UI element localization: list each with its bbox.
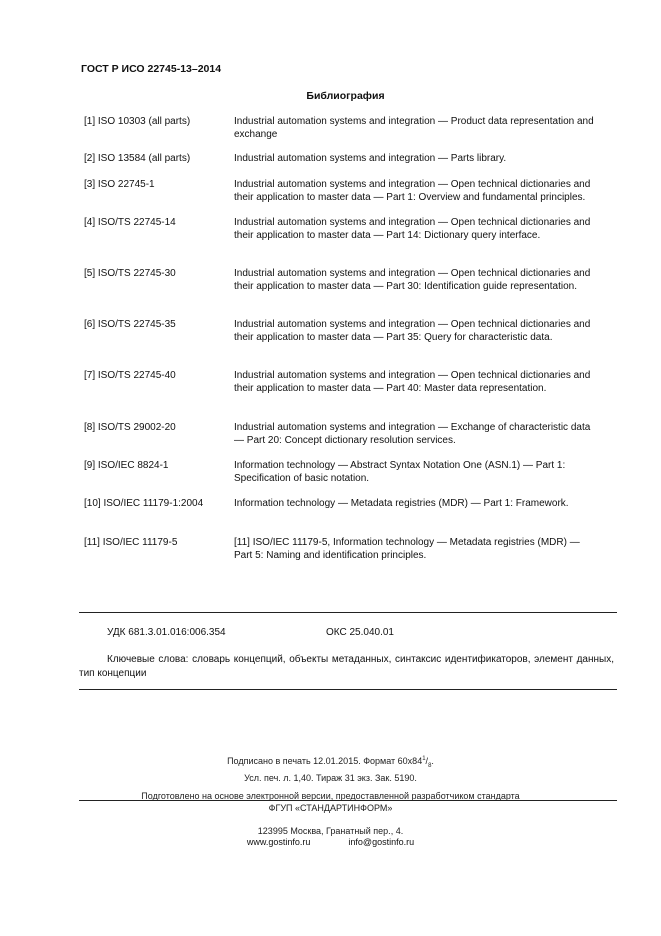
reference-code: [9] ISO/IEC 8824-1 xyxy=(84,460,169,471)
contact-links xyxy=(0,837,661,847)
document-code: ГОСТ Р ИСО 22745-13–2014 xyxy=(81,63,222,75)
reference-description: Industrial automation systems and integration — Product data representation and exchange xyxy=(234,116,594,140)
reference-code: [1] ISO 10303 (all parts) xyxy=(84,116,191,127)
signed-info: Подписано в печать 12.01.2015. Формат $60х84^1/_8$. xyxy=(227,756,434,769)
divider-bottom xyxy=(79,689,617,690)
keywords: Ключевые слова: словарь концепций, объекты метаданных, синтаксис идентификаторов, элемент данных, тип концепции xyxy=(79,654,614,679)
reference-description: Industrial automation systems and integration — Exchange of characteristic data — Part 20: Concept dictionary resolution services. xyxy=(234,422,591,446)
publisher: ФГУП «СТАНДАРТИНФОРМ» xyxy=(268,803,393,813)
reference-code: [5] ISO/TS 22745-30 xyxy=(84,268,176,279)
reference-description: Industrial automation systems and integration — Open technical dictionaries and their application to master data — Part 35: Query for characteristic data. xyxy=(234,319,591,343)
reference-code: [10] ISO/IEC 11179-1:2004 xyxy=(84,498,204,509)
reference-code: [2] ISO 13584 (all parts) xyxy=(84,153,191,164)
reference-description: Industrial automation systems and integration — Open technical dictionaries and their application to master data — Part 1: Overview and fundamental principles. xyxy=(234,179,591,203)
reference-description: [11] ISO/IEC 11179-5, Information technology — Metadata registries (MDR) — Part 5: Naming and identification principles. xyxy=(234,537,580,561)
reference-code: [8] ISO/TS 29002-20 xyxy=(84,422,176,433)
reference-description: Industrial automation systems and integration — Open technical dictionaries and their application to master data — Part 14: Dictionary query interface. xyxy=(234,217,591,241)
bibliography-title: Библиография xyxy=(306,90,385,102)
reference-description: Information technology — Abstract Syntax Notation One (ASN.1) — Part 1: Specification of basic notation. xyxy=(234,460,566,484)
reference-description: Industrial automation systems and integration — Open technical dictionaries and their application to master data — Part 40: Master data representation. xyxy=(234,370,591,394)
print-info: Усл. печ. л. 1,40. Тираж 31 экз. Зак. 5190. xyxy=(244,773,417,783)
imprint-divider xyxy=(79,800,617,801)
oks-code: ОКС 25.040.01 xyxy=(326,627,394,638)
address: 123995 Москва, Гранатный пер., 4. xyxy=(257,826,404,836)
website-link[interactable]: www.gostinfo.ru xyxy=(246,837,311,847)
udc-code: УДК 681.3.01.016:006.354 xyxy=(107,627,226,638)
reference-code: [11] ISO/IEC 11179-5 xyxy=(84,537,178,548)
reference-description: Information technology — Metadata registries (MDR) — Part 1: Framework. xyxy=(234,498,569,509)
reference-description: Industrial automation systems and integration — Open technical dictionaries and their application to master data — Part 30: Identification guide representation. xyxy=(234,268,591,292)
reference-description: Industrial automation systems and integration — Parts library. xyxy=(234,153,507,164)
email-link[interactable]: info@gostinfo.ru xyxy=(348,837,415,847)
prepared-note: Подготовлено на основе электронной версии, предоставленной разработчиком стандарта xyxy=(141,791,520,801)
reference-code: [4] ISO/TS 22745-14 xyxy=(84,217,176,228)
reference-code: [3] ISO 22745-1 xyxy=(84,179,155,190)
divider-top xyxy=(79,612,617,613)
reference-code: [7] ISO/TS 22745-40 xyxy=(84,370,176,381)
reference-code: [6] ISO/TS 22745-35 xyxy=(84,319,176,330)
